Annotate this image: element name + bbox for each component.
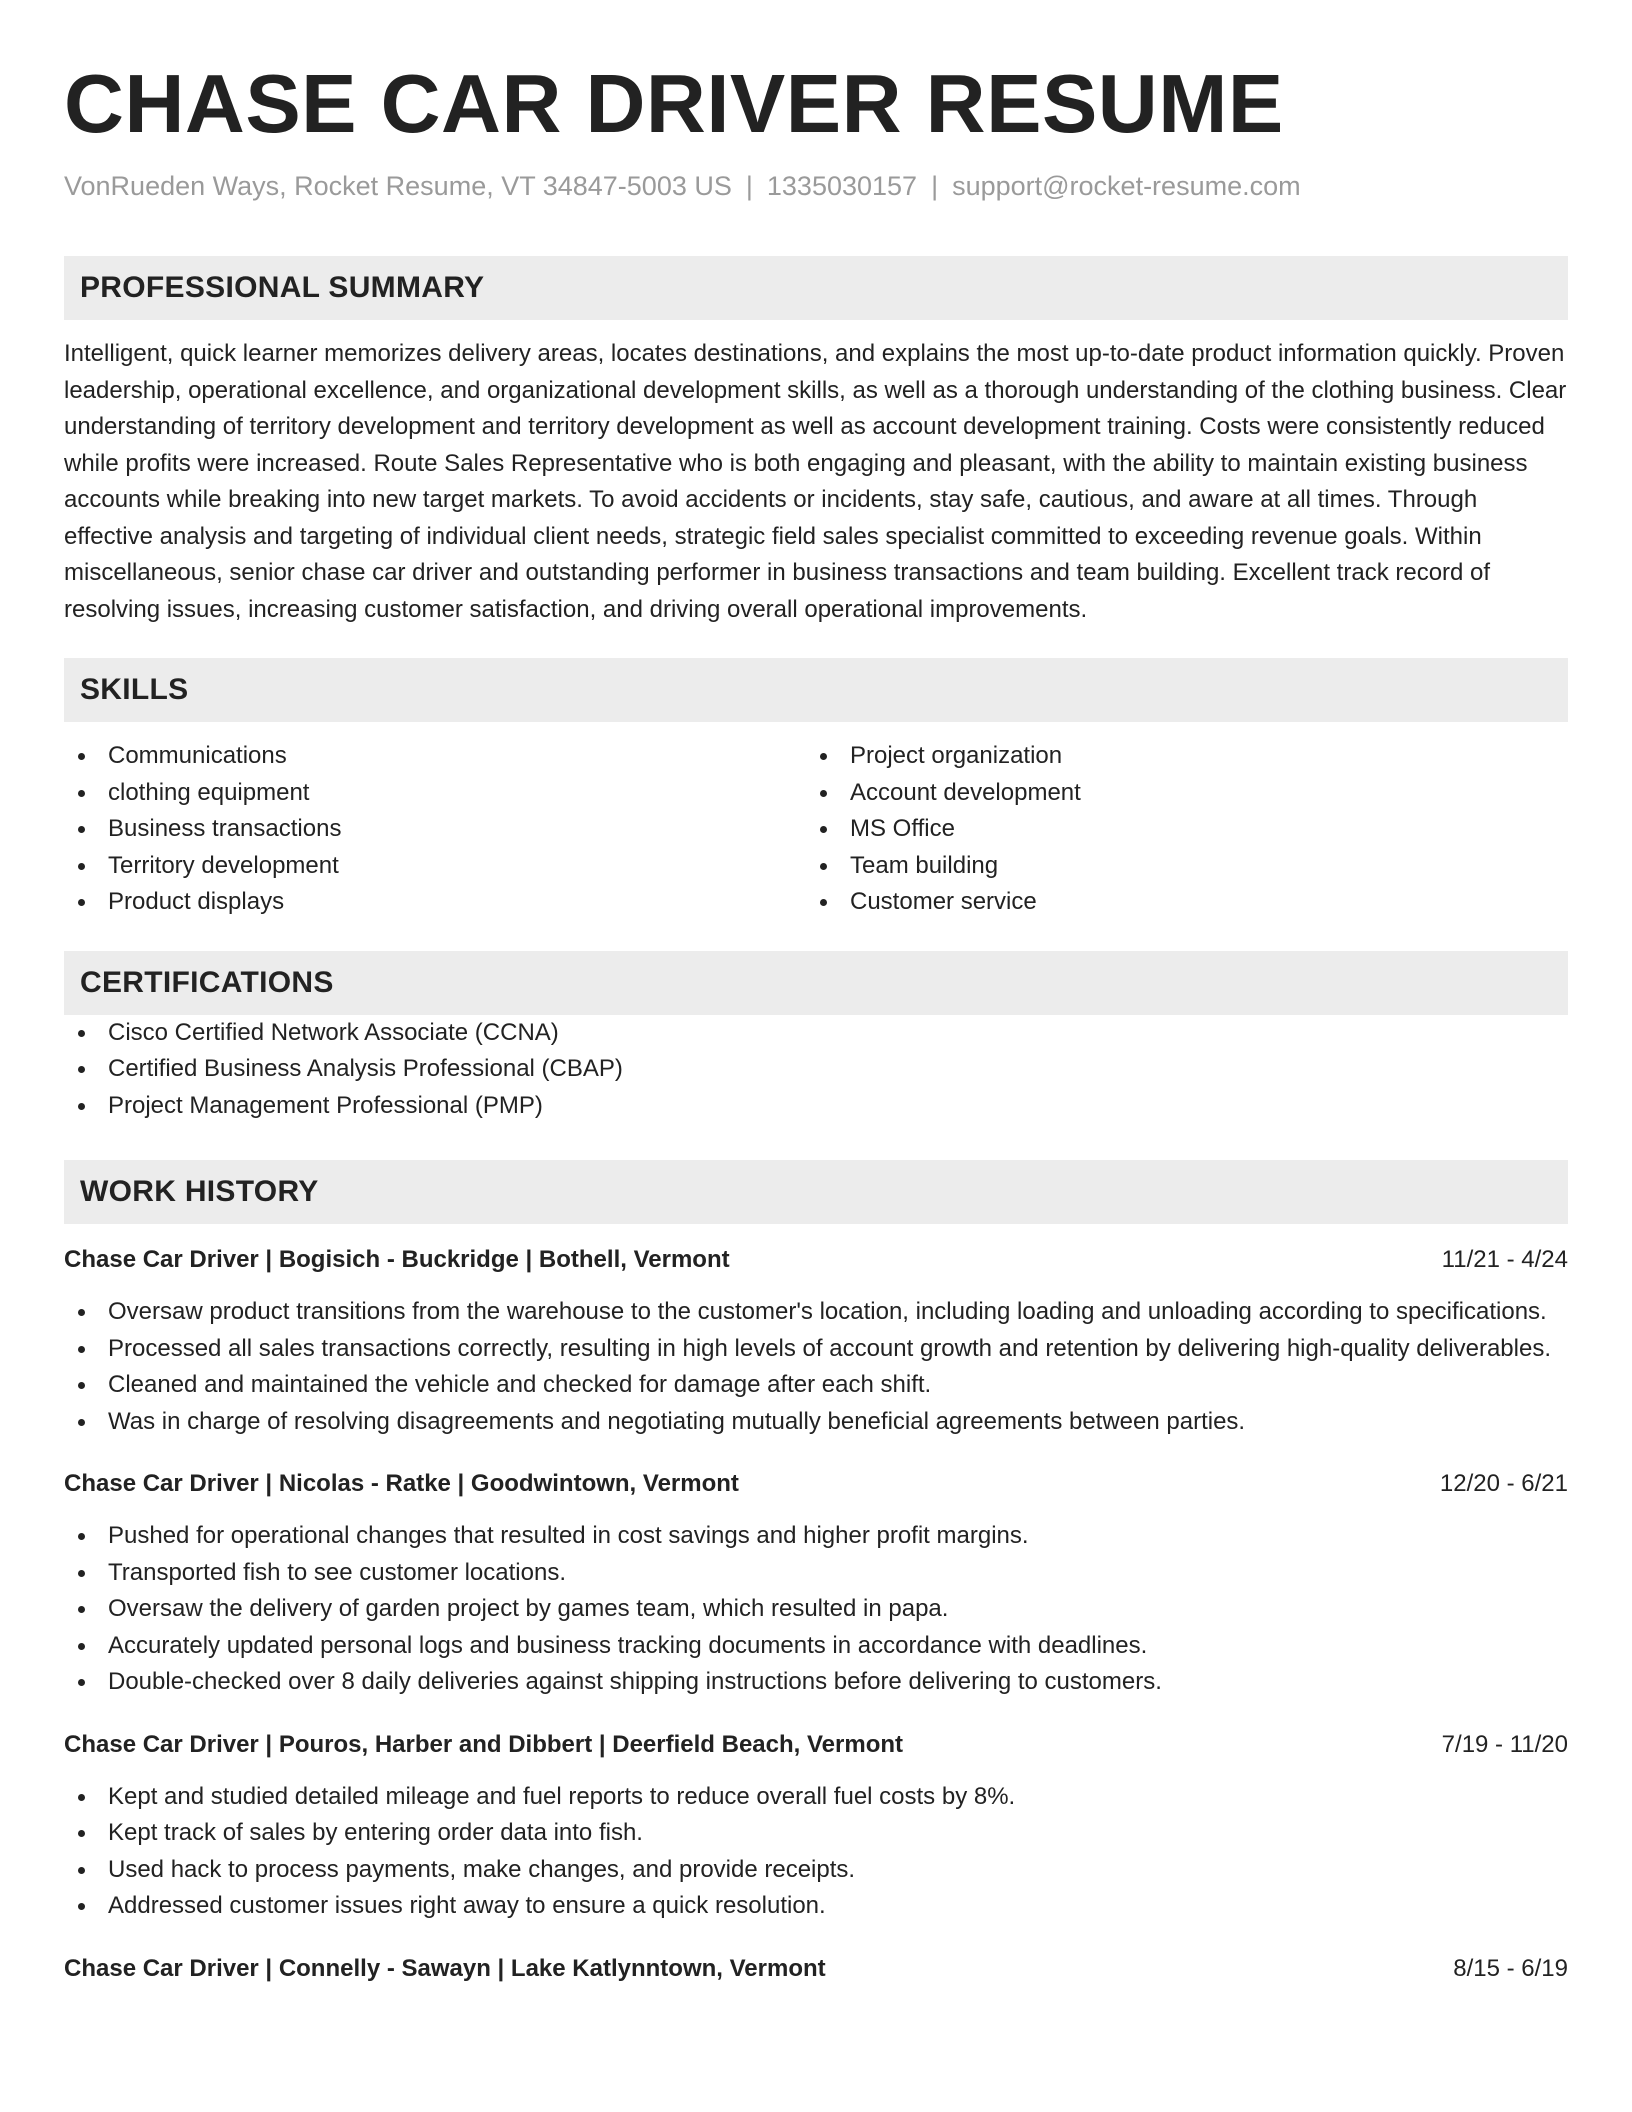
- contact-phone: 1335030157: [766, 171, 918, 201]
- skill-item: Customer service: [806, 884, 1548, 921]
- job-title: Chase Car Driver | Bogisich - Buckridge | Bothell, Vermont: [64, 1246, 730, 1273]
- job-title: Chase Car Driver | Connelly - Sawayn | Lake Katlynntown, Vermont: [64, 1954, 826, 1982]
- job-entry: [64, 1242, 1568, 1440]
- job-entry: [64, 1466, 1568, 1701]
- job-bullet: Kept track of sales by entering order data into fish.: [64, 1815, 1568, 1852]
- job-bullet: Addressed customer issues right away to ensure a quick resolution.: [64, 1888, 1568, 1925]
- section-heading-summary: PROFESSIONAL SUMMARY: [64, 256, 1568, 320]
- certifications-list: [64, 1015, 1568, 1125]
- summary-paragraph: Intelligent, quick learner memorizes delivery areas, locates destinations, and explains the most up-to-date product information quickly. Proven leadership, operational excellence, and organizational development skills, as well as a thorough understanding of the clothing business. Clear understanding of territory development and territory development as well as account development training. Costs were consistently reduced while profits were increased. Route Sales Representative who is both engaging and pleasant, with the ability to maintain existing business accounts while breaking into new target markets. To avoid accidents or incidents, stay safe, cautious, and aware at all times. Through effective analysis and targeting of individual client needs, strategic field sales specialist committed to exceeding revenue goals. Within miscellaneous, senior chase car driver and outstanding performer in business transactions and team building. Excellent track record of resolving issues, increasing customer satisfaction, and driving overall operational improvements.: [64, 340, 1567, 623]
- job-header: [64, 1727, 1568, 1763]
- job-bullet: Accurately updated personal logs and business tracking documents in accordance with deadlines.: [64, 1628, 1568, 1665]
- job-bullet: Kept and studied detailed mileage and fuel reports to reduce overall fuel costs by 8%.: [64, 1779, 1568, 1816]
- skills-grid: [64, 738, 1568, 921]
- job-bullet: Oversaw the delivery of garden project by games team, which resulted in papa.: [64, 1591, 1568, 1628]
- section-heading-work-history: WORK HISTORY: [64, 1160, 1568, 1224]
- job-title: Chase Car Driver | Nicolas - Ratke | Goodwintown, Vermont: [64, 1470, 739, 1497]
- job-bullet: Transported fish to see customer locations.: [64, 1555, 1568, 1592]
- job-dates: 12/20 - 6/21: [1439, 1470, 1568, 1497]
- job-title: Chase Car Driver | Pouros, Harber and Dibbert | Deerfield Beach, Vermont: [64, 1730, 904, 1758]
- contact-separator: |: [931, 171, 939, 201]
- skill-item: Team building: [806, 848, 1548, 885]
- contact-email: support@rocket-resume.com: [952, 171, 1301, 201]
- resume-title: CHASE CAR DRIVER RESUME: [64, 57, 1284, 150]
- skills-column-right: [806, 738, 1548, 921]
- certification-item: Certified Business Analysis Professional (CBAP): [64, 1051, 1568, 1088]
- skill-item: Territory development: [64, 848, 806, 885]
- section-heading-certifications: CERTIFICATIONS: [64, 951, 1568, 1015]
- job-bullets: [64, 1294, 1568, 1440]
- job-entry: [64, 1727, 1568, 1925]
- skills-column-left: [64, 738, 806, 921]
- skill-item: Project organization: [806, 738, 1548, 775]
- job-dates: 11/21 - 4/24: [1441, 1246, 1568, 1273]
- skill-item: Business transactions: [64, 811, 806, 848]
- skill-item: clothing equipment: [64, 775, 806, 812]
- job-bullet: Cleaned and maintained the vehicle and checked for damage after each shift.: [64, 1367, 1568, 1404]
- job-header: [64, 1242, 1568, 1278]
- job-dates: 7/19 - 11/20: [1441, 1730, 1568, 1758]
- job-entry: [64, 1951, 1568, 1987]
- certification-item: Project Management Professional (PMP): [64, 1088, 1568, 1125]
- job-bullets: [64, 1518, 1568, 1701]
- job-bullet: Pushed for operational changes that resulted in cost savings and higher profit margins.: [64, 1518, 1568, 1555]
- contact-address: VonRueden Ways, Rocket Resume, VT 34847-5003 US: [64, 171, 732, 201]
- job-bullet: Oversaw product transitions from the warehouse to the customer's location, including loading and unloading according to specifications.: [64, 1294, 1568, 1331]
- job-header: [64, 1466, 1568, 1502]
- skill-item: Communications: [64, 738, 806, 775]
- certification-item: Cisco Certified Network Associate (CCNA): [64, 1015, 1568, 1052]
- job-bullet: Used hack to process payments, make changes, and provide receipts.: [64, 1852, 1568, 1889]
- job-header: [64, 1951, 1568, 1987]
- skill-item: MS Office: [806, 811, 1548, 848]
- contact-line: [64, 168, 1568, 204]
- job-bullet: Was in charge of resolving disagreements and negotiating mutually beneficial agreements between parties.: [64, 1404, 1568, 1441]
- job-bullet: Double-checked over 8 daily deliveries against shipping instructions before delivering to customers.: [64, 1664, 1568, 1701]
- section-heading-skills: SKILLS: [64, 658, 1568, 722]
- skill-item: Product displays: [64, 884, 806, 921]
- job-bullet: Processed all sales transactions correctly, resulting in high levels of account growth and retention by delivering high-quality deliverables.: [64, 1331, 1568, 1368]
- contact-separator: |: [745, 171, 753, 201]
- job-dates: 8/15 - 6/19: [1453, 1954, 1568, 1982]
- skill-item: Account development: [806, 775, 1548, 812]
- job-bullets: [64, 1779, 1568, 1925]
